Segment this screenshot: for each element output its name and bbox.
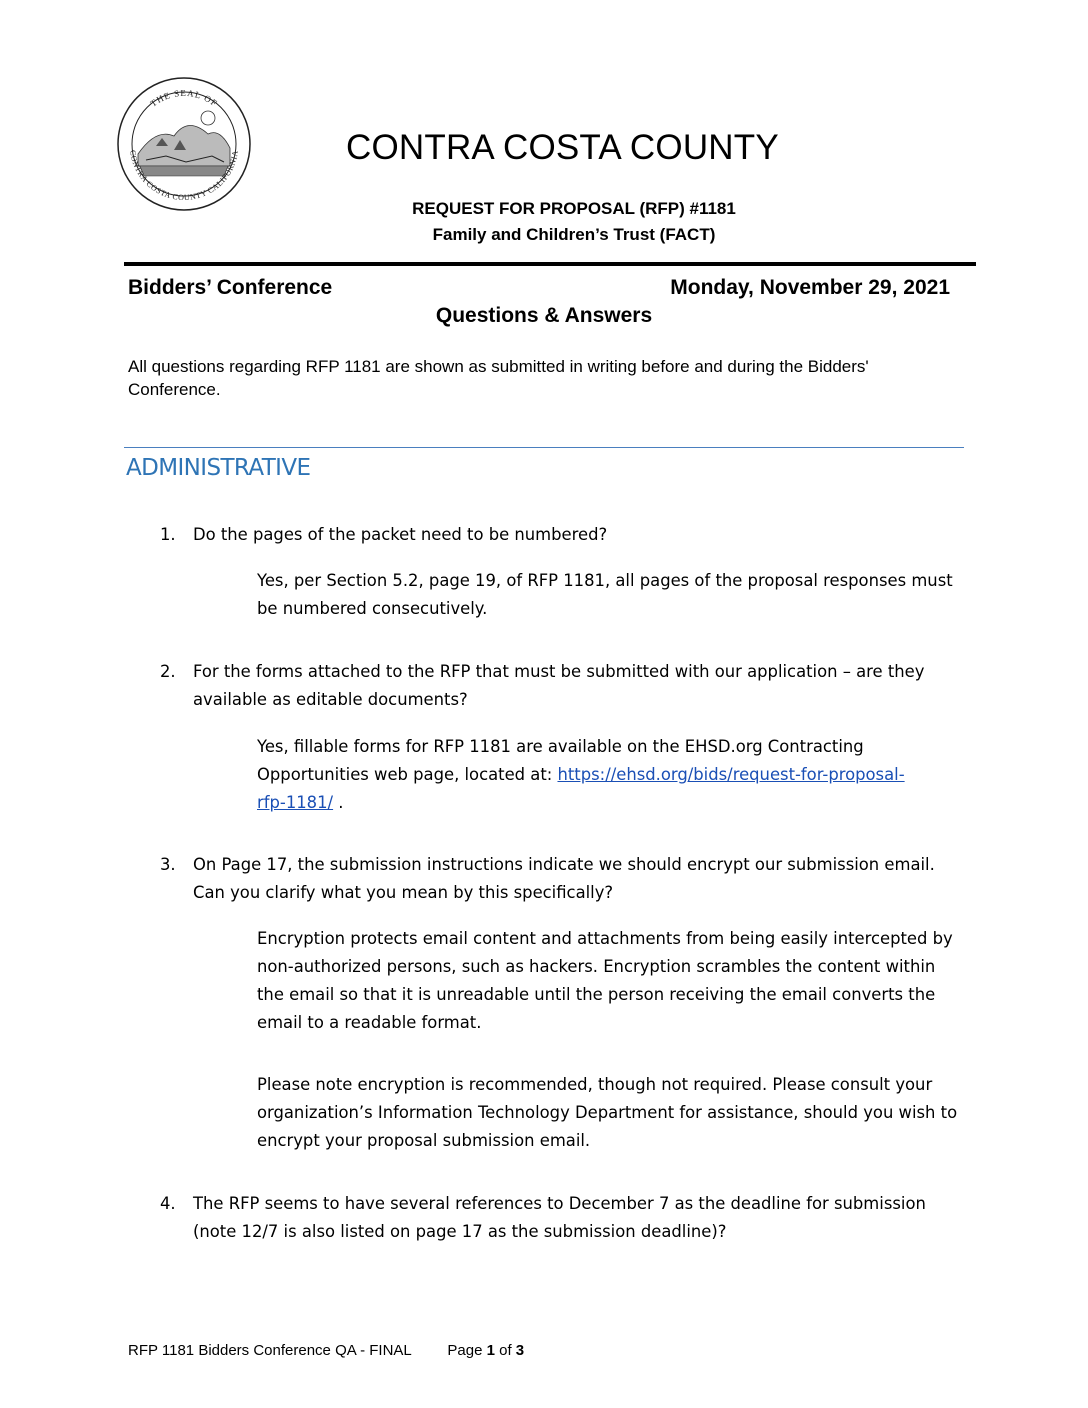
svg-text:THE SEAL OF: THE SEAL OF bbox=[148, 87, 220, 109]
answer-text-suffix: . bbox=[333, 793, 344, 812]
question-number: 4. bbox=[160, 1194, 176, 1213]
svg-text:CONTRA COSTA COUNTY CALIFORNIA: CONTRA COSTA COUNTY CALIFORNIA bbox=[128, 149, 240, 203]
county-title: CONTRA COSTA COUNTY bbox=[346, 128, 779, 167]
answer-2 bbox=[257, 733, 962, 817]
question-number: 3. bbox=[160, 855, 176, 874]
footer-page-number: Page 1 of 3 bbox=[447, 1342, 525, 1359]
answer-text: Yes, fillable forms for RFP 1181 are available on the EHSD.org Contracting Opportunities web page, located at: bbox=[257, 737, 864, 784]
question-1 bbox=[160, 521, 960, 549]
question-text: For the forms attached to the RFP that must be submitted with our application – are they available as editable documents? bbox=[193, 662, 925, 709]
county-seal-logo bbox=[116, 76, 252, 212]
conference-label: Bidders’ Conference bbox=[128, 276, 333, 299]
rfp-name: Family and Children’s Trust (FACT) bbox=[432, 225, 716, 244]
question-4 bbox=[160, 1190, 960, 1246]
question-number: 1. bbox=[160, 525, 176, 544]
question-text: On Page 17, the submission instructions indicate we should encrypt our submission email. Can you clarify what you mean by this specifically? bbox=[193, 855, 935, 902]
header-divider bbox=[124, 262, 976, 266]
page-footer bbox=[128, 1342, 524, 1359]
qa-title: Questions & Answers bbox=[435, 304, 653, 327]
conference-date: Monday, November 29, 2021 bbox=[670, 276, 950, 299]
question-2 bbox=[160, 658, 960, 714]
answer-3: Encryption protects email content and attachments from being easily intercepted by non-authorized persons, such as hackers. Encryption scrambles the content within the email so that it is unreadable until the person receiving the email converts the email to a readable format. bbox=[257, 929, 953, 1032]
intro-paragraph: All questions regarding RFP 1181 are shown as submitted in writing before and during the Bidders' Conference. bbox=[128, 357, 869, 399]
answer-1: Yes, per Section 5.2, page 19, of RFP 1181, all pages of the proposal responses must be numbered consecutively. bbox=[257, 571, 953, 618]
question-3 bbox=[160, 851, 960, 907]
answer-3-note: Please note encryption is recommended, though not required. Please consult your organization’s Information Technology Department for assistance, should you wish to encrypt your proposal submission email. bbox=[257, 1075, 958, 1150]
rfp-number: REQUEST FOR PROPOSAL (RFP) #1181 bbox=[412, 199, 736, 218]
question-number: 2. bbox=[160, 662, 176, 681]
rfp-web-page-link[interactable]: https://ehsd.org/bids/request-for-proposal- rfp-1181/ bbox=[257, 765, 905, 812]
question-text: The RFP seems to have several references to December 7 as the deadline for submission (note 12/7 is also listed on page 17 as the submission deadline)? bbox=[193, 1194, 926, 1241]
footer-doc-name: RFP 1181 Bidders Conference QA - FINAL bbox=[128, 1342, 412, 1359]
question-text: Do the pages of the packet need to be numbered? bbox=[193, 525, 608, 544]
section-heading: ADMINISTRATIVE bbox=[126, 455, 311, 481]
section-divider bbox=[124, 447, 964, 448]
